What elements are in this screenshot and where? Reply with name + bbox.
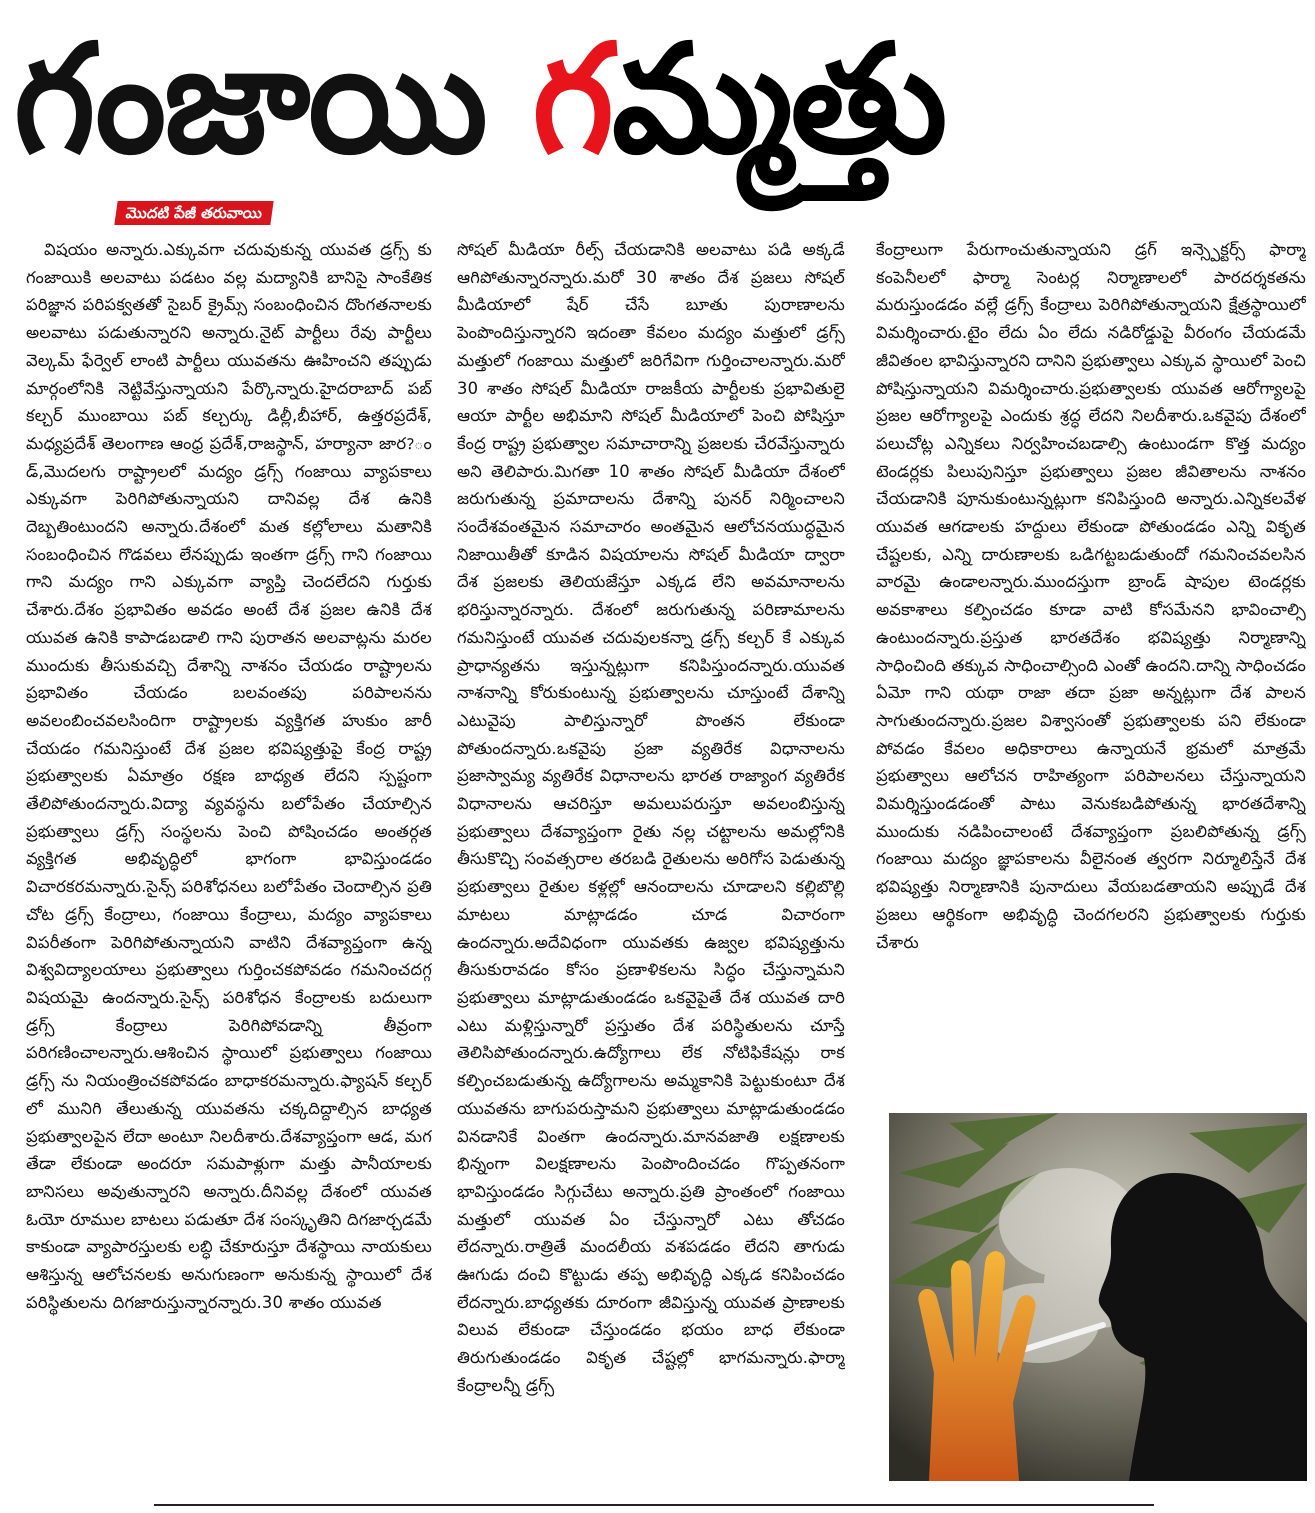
column-2-text: సోషల్ మీడియా రీల్స్ చేయడానికి అలవాటు పడి అక్కడే ఆగిపోతున్నారన్నారు.మరో 30 శాతం దేశ ప్రజలు సోషల్ మీడియాలో షేర్ చేసే బూతు పురాణాలను పెంపొందిస్తున్నారని ఇదంతా కేవలం మద్యం మత్తులో డ్రగ్స్ మత్తులో గంజాయి మత్తులో జరిగేవిగా గుర్తించాలన్నారు.మరో 30 శాతం సోషల్ మీడియా రాజకీయ పార్టీలకు ప్రభావితులై ఆయా పార్టీల అభిమాని సోషల్ మీడియాలో పెంచి పోషిస్తూ కేంద్ర రాష్ట్ర ప్రభుత్వాల సమాచారాన్ని ప్రజలకు చేరవేస్తున్నారు అని తెలిపారు.మిగతా 10 శాతం సోషల్ మీడియా దేశంలో జరుగుతున్న ప్రమాదాలను దేశాన్ని పునర్ నిర్మించాలని సందేశవంతమైన సమాచారం అంతమైన ఆలోచనయుద్ధమైన నిజాయితీతో కూడిన విషయాలను సోషల్ మీడియా ద్వారా దేశ ప్రజలకు తెలియజేస్తూ ఎక్కడ లేని అవమానాలను భరిస్తున్నారన్నారు. దేశంలో జరుగుతున్న పరిణామాలను గమనిస్తుంటే యువత చదువులకన్నా డ్రగ్స్ కల్చర్ కే ఎక్కువ ప్రాధాన్యతను ఇస్తున్నట్లుగా కనిపిస్తుందన్నారు.యువత నాశనాన్ని కోరుకుంటున్న ప్రభుత్వాలను చూస్తుంటే దేశాన్ని ఎటువైపు పాలిస్తున్నారో పొంతన లేకుండా పోతుందన్నారు.ఒకవైపు ప్రజా వ్యతిరేక విధానాలను ప్రజాస్వామ్య వ్యతిరేక విధానాలను భారత రాజ్యాంగ వ్యతిరేక విధానాలను ఆచరిస్తూ అమలుపరుస్తూ అవలంబిస్తున్న ప్రభుత్వాలు దేశవ్యాప్తంగా రైతు నల్ల చట్టాలను అమల్లోనికి తీసుకొచ్చి సంవత్సరాల తరబడి రైతులను అరిగోస పెడుతున్న ప్రభుత్వాలు రైతుల కళ్లల్లో ఆనందాలను చూడాలని కల్లిబొల్లి మాటలు మాట్లాడడం చూడ విచారంగా ఉందన్నారు.అదేవిధంగా యువతకు ఉజ్వల భవిష్యత్తును తీసుకురావడం కోసం ప్రణాళికలను సిద్ధం చేస్తున్నామని ప్రభుత్వాలు మాట్లాడుతుండడం ఒకవైపైతే దేశ యువత దారి ఎటు మళ్లిస్తున్నారో ప్రస్తుతం దేశ పరిస్థితులను చూస్తే తెలిసిపోతుందన్నారు.ఉద్యోగాలు లేక నోటిఫికేషన్లు రాక కల్పించబడుతున్న ఉద్యోగాలను అమ్మకానికి పెట్టుకుంటూ దేశ యువతను బాగుపరుస్తామని ప్రభుత్వాలు మాట్లాడుతుండడం వినడానికే వింతగా ఉందన్నారు.మానవజాతి లక్షణాలకు భిన్నంగా విలక్షణాలను పెంపొందించడం గొప్పతనంగా భావిస్తుండడం సిగ్గుచేటు అన్నారు.ప్రతి ప్రాంతంలో గంజాయి మత్తులో యువత ఏం చేస్తున్నారో ఎటు తోచడం లేదన్నారు.రాత్రితే మందలీయ వశపడడం లేదని తాగుడు ఊగుడు దంచి కొట్టుడు తప్ప అభివృద్ధి ఎక్కడ కనిపించడం లేదన్నారు.బాధ్యతకు దూరంగా జీవిస్తున్న యువత ప్రాణాలకు విలువ లేకుండా చేస్తుండడం భయం బాధ లేకుండా తిరుగుతుండడం వికృత చేష్టల్లో భాగమన్నారు.ఫార్మా కేంద్రాలన్నీ డ్రగ్స్ [457, 240, 845, 1395]
smoking-silhouette-image [889, 1113, 1307, 1481]
headline-word-1: గంజాయి [14, 13, 533, 187]
headline-word-2-red: గ [532, 13, 612, 187]
continued-from-front-page-tag: మొదటి పేజీ తరువాయి [114, 201, 273, 225]
column-3-text: కేంద్రాలుగా పేరుగాంచుతున్నాయని డ్రగ్ ఇన్స్పెక్టర్స్ ఫార్మా కంపెనీలలో ఫార్మా సెంటర్ల నిర్మాణాలలో పారదర్శకతను మరుస్తుండడం వల్లే డ్రగ్స్ కేంద్రాలు పెరిగిపోతున్నాయని క్షేత్రస్థాయిలో విమర్శించారు.టైం లేదు ఏం లేదు నడిరోడ్డుపై వీరంగం చేయడమే జీవితంల భావిస్తున్నారని దానిని ప్రభుత్వాలు ఎక్కువ స్థాయిలో పెంచి పోషిస్తున్నాయని విమర్శించారు.ప్రభుత్వాలకు యువత ఆరోగ్యాలపై ప్రజల ఆరోగ్యాలపై ఎందుకు శ్రద్ధ లేదని నిలదీశారు.ఒకవైపు దేశంలో పలుచోట్ల ఎన్నికలు నిర్వహించబడాల్సి ఉంటుండగా కొత్త మద్యం టెండర్లకు పిలుపునిస్తూ ప్రభుత్వాలు ప్రజల జీవితాలను నాశనం చేయడానికి పూనుకుంటున్నట్లుగా కనిపిస్తుంది అన్నారు.ఎన్నికలవేళ యువత ఆగడాలకు హద్దులు లేకుండా పోతుండడం ఎన్ని వికృత చేష్టలకు, ఎన్ని దారుణాలకు ఒడిగట్టబడుతుందో గమనించవలసిన వారమై ఉండాలన్నారు.ముందస్తుగా బ్రాండ్ షాపుల టెండర్లకు అవకాశాలు కల్పించడం కూడా వాటి కోసమేనని భావించాల్సి ఉంటుందన్నారు.ప్రస్తుత భారతదేశం భవిష్యత్తు నిర్మాణాన్ని సాధించింది తక్కువ సాధించాల్సింది ఎంతో ఉందని.దాన్ని సాధించడం ఏమో గాని యథా రాజా తదా ప్రజా అన్నట్లుగా దేశ పాలన సాగుతుందన్నారు.ప్రజల విశ్వాసంతో ప్రభుత్వాలకు పని లేకుండా పోవడం కేవలం అధికారాలు ఉన్నాయనే భ్రమలో మాత్రమే ప్రభుత్వాలు ఆలోచన రాహిత్యంగా పరిపాలనలు చేస్తున్నాయని విమర్శిస్తుండడంతో పాటు వెనుకబడిపోతున్న భారతదేశాన్ని ముందుకు నడిపించాలంటే దేశవ్యాప్తంగా ప్రబలిపోతున్న డ్రగ్స్ గంజాయి మద్యం జ్ఞాపకాలను వీలైనంత త్వరగా నిర్మూలిస్తేనే దేశ భవిష్యత్తు నిర్మాణానికి పునాదులు వేయబడతాయని అప్పుడే దేశ ప్రజలు ఆర్థికంగా అభివృద్ధి చెందగలరని ప్రభుత్వాలకు గుర్తుకు చేశారు [876, 240, 1306, 952]
bottom-rule [154, 1504, 1154, 1506]
article-column-2 [457, 236, 845, 1484]
headline [14, 8, 1214, 193]
article-photo [889, 1113, 1307, 1481]
article-column-3 [876, 236, 1306, 1106]
headline-word-3: మ్మత్తు [611, 13, 946, 187]
column-1-text: విషయం అన్నారు.ఎక్కువగా చదువుకున్న యువత డ్రగ్స్ కు గంజాయికి అలవాటు పడటం వల్ల మద్యానికి బానిసై సాంకేతిక పరిజ్ఞాన పరిపక్వతతో సైబర్ క్రైమ్స్ సంబంధించిన దొంగతనాలకు అలవాటు పడుతున్నారని అన్నారు.నైట్ పార్టీలు రేవు పార్టీలు వెల్కమ్ ఫేర్వెల్ లాంటి పార్టీలు యువతను ఊహించని తప్పుడు మార్గంలోనికి నెట్టివేస్తున్నాయని పేర్కొన్నారు.హైదరాబాద్ పబ్ కల్చర్ ముంబాయి పబ్ కల్చర్కు డిల్లీ,బీహార్, ఉత్తరప్రదేశ్, మధ్యప్రదేశ్ తెలంగాణ ఆంధ్ర ప్రదేశ్,రాజస్థాన్, హర్యానా జార?ండ్,మొదలగు రాష్ట్రాలలో మద్యం డ్రగ్స్ గంజాయి వ్యాపకాలు ఎక్కువగా పెరిగిపోతున్నాయని దానివల్ల దేశ ఉనికి దెబ్బతింటుందని అన్నారు.దేశంలో మత కల్లోలాలు మతానికి సంబంధించిన గొడవలు లేనప్పుడు ఇంతగా డ్రగ్స్ గాని గంజాయి గాని మద్యం గాని ఎక్కువగా వ్యాప్తి చెందలేదని గుర్తుకు చేశారు.దేశం ప్రభావితం అవడం అంటే దేశ ప్రజల ఉనికి దేశ యువత ఉనికి కాపాడబడాలి గాని పురాతన అలవాట్లను మరల ముందుకు తీసుకువచ్చి దేశాన్ని నాశనం చేయడం రాష్ట్రాలను ప్రభావితం చేయడం బలవంతపు పరిపాలనను అవలంబించవలసిందిగా రాష్ట్రాలకు వ్యక్తిగత హుకుం జారీ చేయడం గమనిస్తుంటే దేశ ప్రజల భవిష్యత్తుపై కేంద్ర రాష్ట్ర ప్రభుత్వాలకు ఏమాత్రం రక్షణ బాధ్యత లేదని స్పష్టంగా తేలిపోతుందన్నారు.విద్యా వ్యవస్థను బలోపేతం చేయాల్సిన ప్రభుత్వాలు డ్రగ్స్ సంస్థలను పెంచి పోషించడం అంతర్గత వ్యక్తిగత అభివృద్ధిలో భాగంగా భావిస్తుండడం విచారకరమన్నారు.సైన్స్ పరిశోధనలు బలోపేతం చెందాల్సిన ప్రతి చోట డ్రగ్స్ కేంద్రాలు, గంజాయి కేంద్రాలు, మద్యం వ్యాపకాలు విపరీతంగా పెరిగిపోతున్నాయని వాటిని దేశవ్యాప్తంగా ఉన్న విశ్వవిద్యాలయాలు ప్రభుత్వాలు గుర్తించకపోవడం గమనించదగ్గ విషయమై ఉందన్నారు.సైన్స్ పరిశోధన కేంద్రాలకు బదులుగా డ్రగ్స్ కేంద్రాలు పెరిగిపోవడాన్ని తీవ్రంగా పరిగణించాలన్నారు.ఆశించిన స్థాయిలో ప్రభుత్వాలు గంజాయి డ్రగ్స్ ను నియంత్రించకపోవడం బాధాకరమన్నారు.ఫ్యాషన్ కల్చర్ లో మునిగి తేలుతున్న యువతను చక్కదిద్దాల్సిన బాధ్యత ప్రభుత్వాలపైన లేదా అంటూ నిలదీశారు.దేశవ్యాప్తంగా ఆడ, మగ తేడా లేకుండా అందరూ సమపాళ్లుగా మత్తు పానీయాలకు బానిసలు అవుతున్నారని అన్నారు.దీనివల్ల దేశంలో యువత ఓయో రూముల బాటలు పడుతూ దేశ సంస్కృతిని దిగజార్చడమే కాకుండా వ్యాపారస్తులకు లబ్ధి చేకూరుస్తూ దేశస్థాయి నాయకులు ఆశిస్తున్న ఆలోచనలకు అనుగుణంగా అనుకున్న స్థాయిలో దేశ పరిస్థితులను దిగజారుస్తున్నారన్నారు.30 శాతం యువత [26, 240, 432, 1312]
article-column-1 [26, 236, 432, 1484]
